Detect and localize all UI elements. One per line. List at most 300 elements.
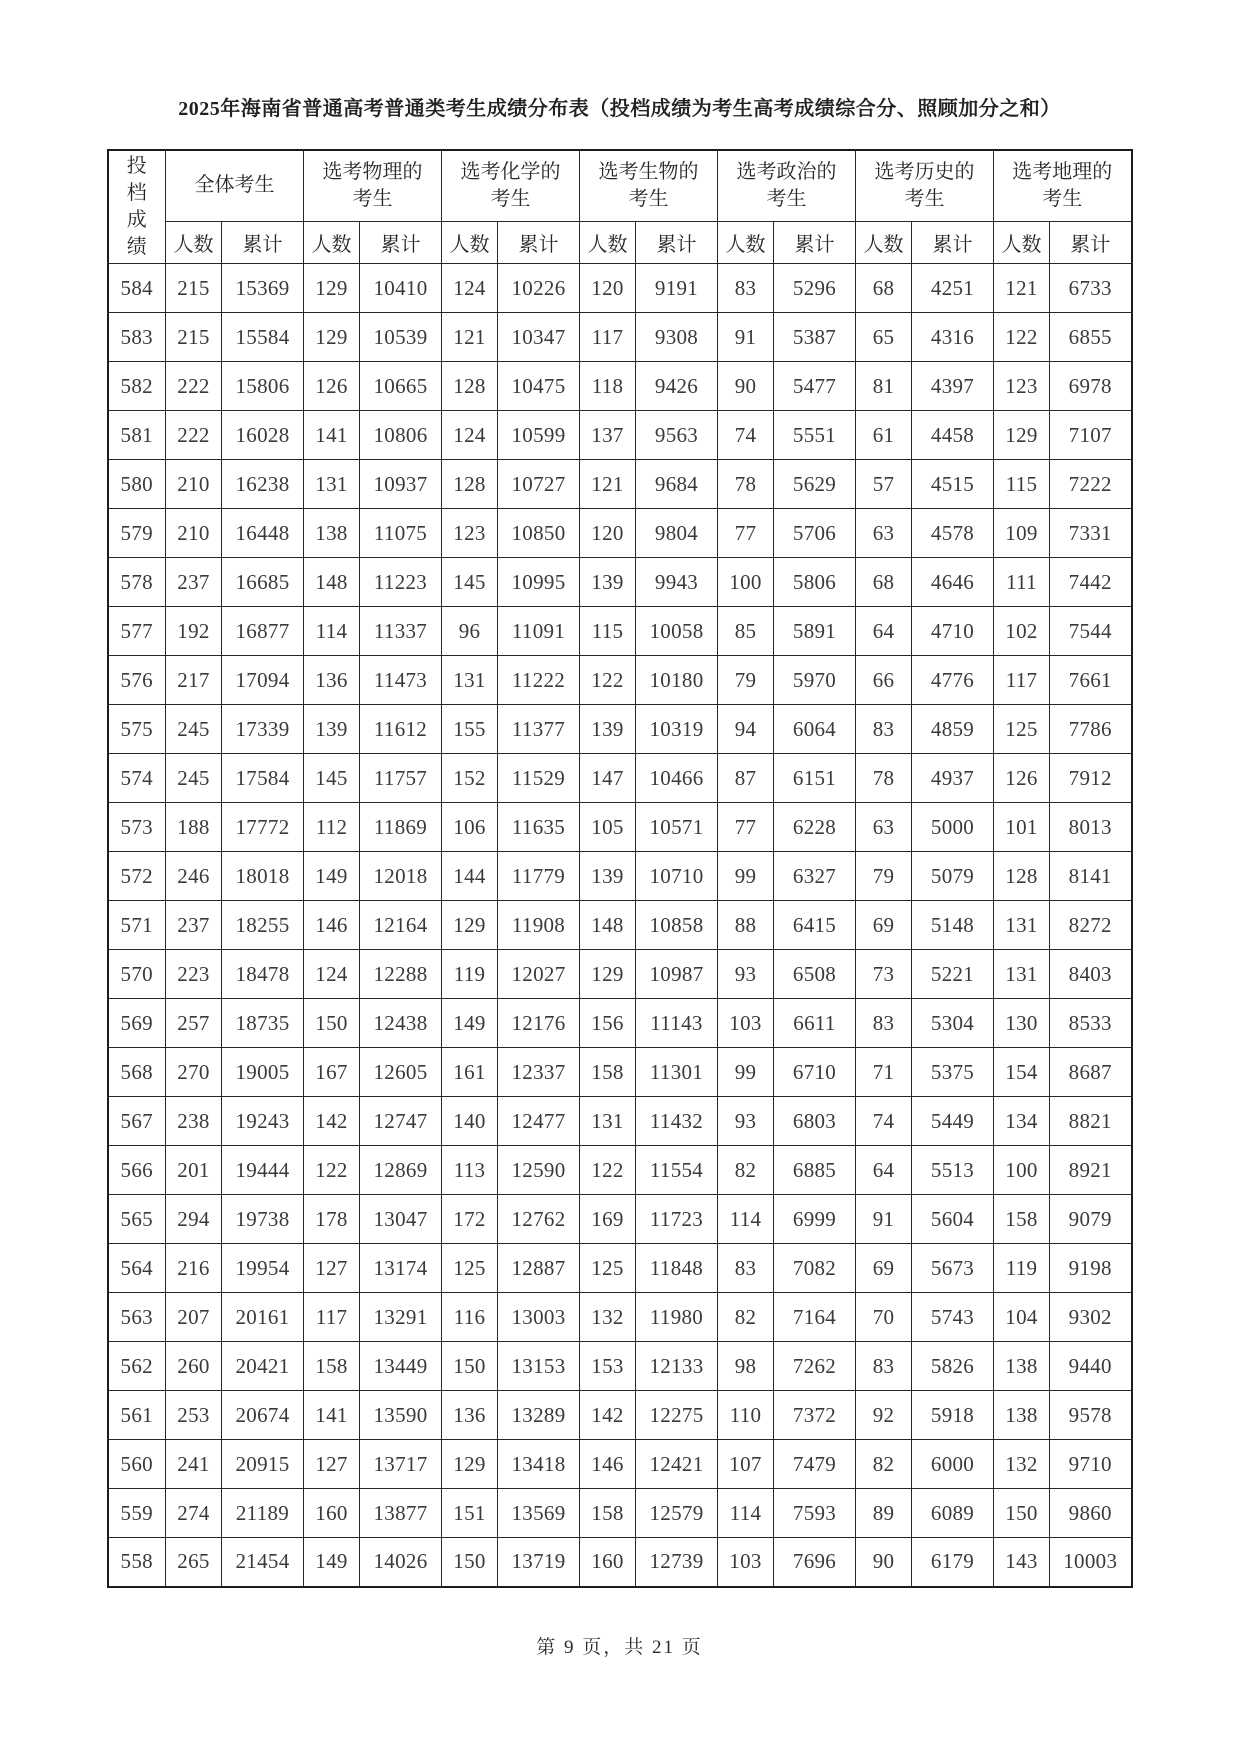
cumulative-cell: 19954 xyxy=(222,1244,304,1293)
cumulative-cell: 7372 xyxy=(774,1391,856,1440)
cumulative-cell: 15584 xyxy=(222,313,304,362)
cumulative-cell: 18478 xyxy=(222,950,304,999)
score-cell: 577 xyxy=(108,607,166,656)
count-cell: 139 xyxy=(580,705,636,754)
cumulative-cell: 9302 xyxy=(1050,1293,1132,1342)
count-cell: 94 xyxy=(718,705,774,754)
count-cell: 136 xyxy=(442,1391,498,1440)
count-cell: 246 xyxy=(166,852,222,901)
table-row xyxy=(108,1293,1132,1342)
cumulative-cell: 12133 xyxy=(636,1342,718,1391)
count-cell: 110 xyxy=(718,1391,774,1440)
count-cell: 119 xyxy=(994,1244,1050,1293)
count-cell: 114 xyxy=(718,1489,774,1538)
table-header xyxy=(108,150,1132,264)
cumulative-cell: 13590 xyxy=(360,1391,442,1440)
cumulative-cell: 20674 xyxy=(222,1391,304,1440)
table-row xyxy=(108,1538,1132,1587)
score-cell: 563 xyxy=(108,1293,166,1342)
count-cell: 74 xyxy=(718,411,774,460)
count-cell: 154 xyxy=(994,1048,1050,1097)
count-cell: 151 xyxy=(442,1489,498,1538)
table-row xyxy=(108,754,1132,803)
cumulative-cell: 12887 xyxy=(498,1244,580,1293)
cumulative-cell: 4578 xyxy=(912,509,994,558)
cumulative-cell: 9198 xyxy=(1050,1244,1132,1293)
cumulative-cell: 7696 xyxy=(774,1538,856,1587)
count-header-cell: 人数 xyxy=(856,221,912,263)
count-cell: 127 xyxy=(304,1440,360,1489)
count-cell: 117 xyxy=(580,313,636,362)
count-cell: 129 xyxy=(994,411,1050,460)
cumulative-cell: 10850 xyxy=(498,509,580,558)
cumulative-cell: 12590 xyxy=(498,1146,580,1195)
table-row xyxy=(108,509,1132,558)
table-row xyxy=(108,1146,1132,1195)
cumulative-cell: 12579 xyxy=(636,1489,718,1538)
count-cell: 78 xyxy=(856,754,912,803)
cumulative-cell: 19005 xyxy=(222,1048,304,1097)
count-cell: 207 xyxy=(166,1293,222,1342)
score-cell: 584 xyxy=(108,264,166,313)
score-cell: 570 xyxy=(108,950,166,999)
group-header-row xyxy=(108,150,1132,221)
cumulative-cell: 5826 xyxy=(912,1342,994,1391)
table-row xyxy=(108,901,1132,950)
table-row xyxy=(108,656,1132,705)
cumulative-cell: 11980 xyxy=(636,1293,718,1342)
count-cell: 137 xyxy=(580,411,636,460)
cumulative-header-cell: 累计 xyxy=(774,221,856,263)
count-cell: 152 xyxy=(442,754,498,803)
cumulative-cell: 10858 xyxy=(636,901,718,950)
cumulative-cell: 15806 xyxy=(222,362,304,411)
score-cell: 572 xyxy=(108,852,166,901)
count-cell: 102 xyxy=(994,607,1050,656)
count-cell: 188 xyxy=(166,803,222,852)
cumulative-cell: 18735 xyxy=(222,999,304,1048)
cumulative-cell: 11337 xyxy=(360,607,442,656)
count-cell: 129 xyxy=(442,1440,498,1489)
cumulative-cell: 7262 xyxy=(774,1342,856,1391)
count-cell: 82 xyxy=(718,1293,774,1342)
count-cell: 83 xyxy=(718,1244,774,1293)
count-cell: 146 xyxy=(580,1440,636,1489)
count-cell: 69 xyxy=(856,1244,912,1293)
count-cell: 101 xyxy=(994,803,1050,852)
cumulative-header-cell: 累计 xyxy=(360,221,442,263)
count-cell: 99 xyxy=(718,852,774,901)
cumulative-cell: 12288 xyxy=(360,950,442,999)
score-cell: 569 xyxy=(108,999,166,1048)
cumulative-cell: 5706 xyxy=(774,509,856,558)
group-header-politics: 选考政治的考生 xyxy=(718,150,856,221)
cumulative-cell: 13174 xyxy=(360,1244,442,1293)
cumulative-cell: 13449 xyxy=(360,1342,442,1391)
cumulative-cell: 10058 xyxy=(636,607,718,656)
score-cell: 579 xyxy=(108,509,166,558)
count-cell: 85 xyxy=(718,607,774,656)
cumulative-cell: 7544 xyxy=(1050,607,1132,656)
count-cell: 274 xyxy=(166,1489,222,1538)
cumulative-cell: 8272 xyxy=(1050,901,1132,950)
cumulative-cell: 11377 xyxy=(498,705,580,754)
count-cell: 136 xyxy=(304,656,360,705)
count-header-cell: 人数 xyxy=(994,221,1050,263)
table-row xyxy=(108,558,1132,607)
table-row xyxy=(108,1440,1132,1489)
cumulative-cell: 6885 xyxy=(774,1146,856,1195)
count-cell: 90 xyxy=(718,362,774,411)
count-cell: 100 xyxy=(994,1146,1050,1195)
cumulative-cell: 5970 xyxy=(774,656,856,705)
count-cell: 68 xyxy=(856,264,912,313)
count-cell: 158 xyxy=(994,1195,1050,1244)
cumulative-cell: 13003 xyxy=(498,1293,580,1342)
cumulative-cell: 6064 xyxy=(774,705,856,754)
count-cell: 138 xyxy=(994,1342,1050,1391)
count-cell: 128 xyxy=(442,460,498,509)
cumulative-cell: 17772 xyxy=(222,803,304,852)
cumulative-cell: 10599 xyxy=(498,411,580,460)
cumulative-cell: 21189 xyxy=(222,1489,304,1538)
count-cell: 253 xyxy=(166,1391,222,1440)
table-row xyxy=(108,362,1132,411)
count-cell: 123 xyxy=(442,509,498,558)
cumulative-cell: 6508 xyxy=(774,950,856,999)
cumulative-cell: 12477 xyxy=(498,1097,580,1146)
cumulative-cell: 7222 xyxy=(1050,460,1132,509)
count-cell: 125 xyxy=(442,1244,498,1293)
count-cell: 238 xyxy=(166,1097,222,1146)
cumulative-cell: 7164 xyxy=(774,1293,856,1342)
count-header-cell: 人数 xyxy=(442,221,498,263)
count-cell: 245 xyxy=(166,754,222,803)
cumulative-cell: 10410 xyxy=(360,264,442,313)
cumulative-cell: 5449 xyxy=(912,1097,994,1146)
cumulative-cell: 8821 xyxy=(1050,1097,1132,1146)
count-cell: 131 xyxy=(994,950,1050,999)
cumulative-cell: 4859 xyxy=(912,705,994,754)
count-cell: 160 xyxy=(304,1489,360,1538)
count-cell: 119 xyxy=(442,950,498,999)
count-cell: 91 xyxy=(718,313,774,362)
count-cell: 77 xyxy=(718,803,774,852)
cumulative-cell: 8141 xyxy=(1050,852,1132,901)
cumulative-cell: 6228 xyxy=(774,803,856,852)
count-cell: 93 xyxy=(718,950,774,999)
count-cell: 105 xyxy=(580,803,636,852)
cumulative-cell: 6327 xyxy=(774,852,856,901)
cumulative-cell: 10995 xyxy=(498,558,580,607)
cumulative-cell: 13877 xyxy=(360,1489,442,1538)
count-cell: 79 xyxy=(856,852,912,901)
table-row xyxy=(108,705,1132,754)
count-cell: 121 xyxy=(580,460,636,509)
count-cell: 125 xyxy=(994,705,1050,754)
cumulative-cell: 10727 xyxy=(498,460,580,509)
count-header-cell: 人数 xyxy=(166,221,222,263)
cumulative-cell: 9804 xyxy=(636,509,718,558)
score-cell: 575 xyxy=(108,705,166,754)
count-cell: 64 xyxy=(856,1146,912,1195)
page-title: 2025年海南省普通高考普通类考生成绩分布表（投档成绩为考生高考成绩综合分、照顾加分之和） xyxy=(178,98,1061,120)
cumulative-cell: 9440 xyxy=(1050,1342,1132,1391)
count-cell: 83 xyxy=(718,264,774,313)
count-cell: 223 xyxy=(166,950,222,999)
cumulative-cell: 11635 xyxy=(498,803,580,852)
cumulative-cell: 13418 xyxy=(498,1440,580,1489)
count-cell: 201 xyxy=(166,1146,222,1195)
count-cell: 130 xyxy=(994,999,1050,1048)
cumulative-cell: 12176 xyxy=(498,999,580,1048)
cumulative-cell: 6803 xyxy=(774,1097,856,1146)
cumulative-cell: 6855 xyxy=(1050,313,1132,362)
table-row xyxy=(108,803,1132,852)
count-cell: 150 xyxy=(994,1489,1050,1538)
count-cell: 122 xyxy=(304,1146,360,1195)
count-cell: 144 xyxy=(442,852,498,901)
cumulative-cell: 7107 xyxy=(1050,411,1132,460)
group-header-all-candidates: 全体考生 xyxy=(166,150,304,221)
count-cell: 222 xyxy=(166,411,222,460)
count-cell: 192 xyxy=(166,607,222,656)
count-cell: 215 xyxy=(166,264,222,313)
count-cell: 139 xyxy=(580,558,636,607)
count-cell: 160 xyxy=(580,1538,636,1587)
cumulative-cell: 5629 xyxy=(774,460,856,509)
group-header-history: 选考历史的考生 xyxy=(856,150,994,221)
count-cell: 78 xyxy=(718,460,774,509)
cumulative-cell: 12164 xyxy=(360,901,442,950)
cumulative-cell: 7786 xyxy=(1050,705,1132,754)
page-footer: 第 9 页，共 21 页 xyxy=(536,1636,703,1658)
count-cell: 161 xyxy=(442,1048,498,1097)
count-cell: 126 xyxy=(994,754,1050,803)
cumulative-cell: 10710 xyxy=(636,852,718,901)
cumulative-cell: 19243 xyxy=(222,1097,304,1146)
cumulative-cell: 6000 xyxy=(912,1440,994,1489)
count-cell: 129 xyxy=(304,313,360,362)
score-distribution-table xyxy=(107,149,1133,1588)
count-cell: 121 xyxy=(994,264,1050,313)
cumulative-cell: 4458 xyxy=(912,411,994,460)
count-cell: 98 xyxy=(718,1342,774,1391)
table-row xyxy=(108,1048,1132,1097)
cumulative-cell: 16238 xyxy=(222,460,304,509)
count-cell: 116 xyxy=(442,1293,498,1342)
count-cell: 57 xyxy=(856,460,912,509)
count-cell: 88 xyxy=(718,901,774,950)
group-header-biology: 选考生物的考生 xyxy=(580,150,718,221)
cumulative-header-cell: 累计 xyxy=(636,221,718,263)
cumulative-cell: 20915 xyxy=(222,1440,304,1489)
cumulative-cell: 10987 xyxy=(636,950,718,999)
cumulative-cell: 9943 xyxy=(636,558,718,607)
cumulative-cell: 11143 xyxy=(636,999,718,1048)
count-cell: 68 xyxy=(856,558,912,607)
cumulative-cell: 9079 xyxy=(1050,1195,1132,1244)
cumulative-cell: 13717 xyxy=(360,1440,442,1489)
count-cell: 127 xyxy=(304,1244,360,1293)
table-row xyxy=(108,607,1132,656)
count-cell: 257 xyxy=(166,999,222,1048)
cumulative-header-cell: 累计 xyxy=(912,221,994,263)
count-cell: 138 xyxy=(304,509,360,558)
cumulative-cell: 6733 xyxy=(1050,264,1132,313)
count-cell: 70 xyxy=(856,1293,912,1342)
count-cell: 126 xyxy=(304,362,360,411)
count-cell: 210 xyxy=(166,509,222,558)
count-cell: 90 xyxy=(856,1538,912,1587)
count-cell: 132 xyxy=(994,1440,1050,1489)
count-cell: 122 xyxy=(580,656,636,705)
cumulative-cell: 12869 xyxy=(360,1146,442,1195)
score-cell: 582 xyxy=(108,362,166,411)
cumulative-cell: 15369 xyxy=(222,264,304,313)
cumulative-cell: 5604 xyxy=(912,1195,994,1244)
count-cell: 82 xyxy=(856,1440,912,1489)
count-cell: 100 xyxy=(718,558,774,607)
cumulative-cell: 6978 xyxy=(1050,362,1132,411)
table-row xyxy=(108,1195,1132,1244)
group-header-physics: 选考物理的考生 xyxy=(304,150,442,221)
cumulative-cell: 11848 xyxy=(636,1244,718,1293)
cumulative-cell: 5477 xyxy=(774,362,856,411)
count-cell: 150 xyxy=(304,999,360,1048)
cumulative-cell: 5891 xyxy=(774,607,856,656)
count-cell: 93 xyxy=(718,1097,774,1146)
table-row xyxy=(108,1244,1132,1293)
cumulative-cell: 7661 xyxy=(1050,656,1132,705)
table-row xyxy=(108,999,1132,1048)
cumulative-cell: 5806 xyxy=(774,558,856,607)
cumulative-cell: 8687 xyxy=(1050,1048,1132,1097)
cumulative-cell: 17584 xyxy=(222,754,304,803)
count-cell: 83 xyxy=(856,999,912,1048)
score-cell: 578 xyxy=(108,558,166,607)
cumulative-cell: 9578 xyxy=(1050,1391,1132,1440)
cumulative-cell: 10665 xyxy=(360,362,442,411)
cumulative-cell: 17094 xyxy=(222,656,304,705)
count-cell: 81 xyxy=(856,362,912,411)
score-cell: 561 xyxy=(108,1391,166,1440)
cumulative-cell: 11757 xyxy=(360,754,442,803)
cumulative-cell: 6089 xyxy=(912,1489,994,1538)
cumulative-cell: 10539 xyxy=(360,313,442,362)
score-cell: 559 xyxy=(108,1489,166,1538)
cumulative-cell: 13291 xyxy=(360,1293,442,1342)
count-cell: 265 xyxy=(166,1538,222,1587)
cumulative-cell: 10806 xyxy=(360,411,442,460)
table-row xyxy=(108,1342,1132,1391)
cumulative-cell: 6415 xyxy=(774,901,856,950)
count-cell: 215 xyxy=(166,313,222,362)
count-cell: 150 xyxy=(442,1342,498,1391)
cumulative-cell: 5513 xyxy=(912,1146,994,1195)
count-cell: 74 xyxy=(856,1097,912,1146)
count-cell: 87 xyxy=(718,754,774,803)
cumulative-cell: 11473 xyxy=(360,656,442,705)
count-cell: 92 xyxy=(856,1391,912,1440)
count-header-cell: 人数 xyxy=(580,221,636,263)
cumulative-cell: 4251 xyxy=(912,264,994,313)
cumulative-cell: 7912 xyxy=(1050,754,1132,803)
count-cell: 91 xyxy=(856,1195,912,1244)
cumulative-cell: 16685 xyxy=(222,558,304,607)
count-cell: 245 xyxy=(166,705,222,754)
count-cell: 125 xyxy=(580,1244,636,1293)
count-cell: 96 xyxy=(442,607,498,656)
cumulative-cell: 4397 xyxy=(912,362,994,411)
cumulative-cell: 9563 xyxy=(636,411,718,460)
count-cell: 141 xyxy=(304,1391,360,1440)
count-cell: 115 xyxy=(994,460,1050,509)
count-cell: 131 xyxy=(994,901,1050,950)
score-cell: 558 xyxy=(108,1538,166,1587)
cumulative-cell: 5387 xyxy=(774,313,856,362)
count-cell: 83 xyxy=(856,1342,912,1391)
count-cell: 129 xyxy=(442,901,498,950)
count-cell: 117 xyxy=(994,656,1050,705)
cumulative-cell: 11779 xyxy=(498,852,580,901)
count-cell: 117 xyxy=(304,1293,360,1342)
count-cell: 128 xyxy=(994,852,1050,901)
count-cell: 217 xyxy=(166,656,222,705)
score-cell: 562 xyxy=(108,1342,166,1391)
score-cell: 566 xyxy=(108,1146,166,1195)
count-cell: 124 xyxy=(442,411,498,460)
count-cell: 122 xyxy=(994,313,1050,362)
count-cell: 113 xyxy=(442,1146,498,1195)
count-cell: 112 xyxy=(304,803,360,852)
cumulative-cell: 20161 xyxy=(222,1293,304,1342)
count-cell: 148 xyxy=(304,558,360,607)
cumulative-header-cell: 累计 xyxy=(498,221,580,263)
count-cell: 158 xyxy=(304,1342,360,1391)
cumulative-cell: 12275 xyxy=(636,1391,718,1440)
cumulative-cell: 11723 xyxy=(636,1195,718,1244)
count-cell: 134 xyxy=(994,1097,1050,1146)
cumulative-cell: 8921 xyxy=(1050,1146,1132,1195)
cumulative-cell: 5551 xyxy=(774,411,856,460)
count-cell: 89 xyxy=(856,1489,912,1538)
count-cell: 69 xyxy=(856,901,912,950)
cumulative-cell: 8403 xyxy=(1050,950,1132,999)
cumulative-cell: 12337 xyxy=(498,1048,580,1097)
count-cell: 140 xyxy=(442,1097,498,1146)
cumulative-cell: 4776 xyxy=(912,656,994,705)
count-cell: 115 xyxy=(580,607,636,656)
cumulative-cell: 7082 xyxy=(774,1244,856,1293)
count-cell: 114 xyxy=(718,1195,774,1244)
score-cell: 573 xyxy=(108,803,166,852)
cumulative-cell: 11869 xyxy=(360,803,442,852)
count-cell: 103 xyxy=(718,999,774,1048)
cumulative-cell: 5375 xyxy=(912,1048,994,1097)
cumulative-cell: 8533 xyxy=(1050,999,1132,1048)
cumulative-cell: 7593 xyxy=(774,1489,856,1538)
count-cell: 172 xyxy=(442,1195,498,1244)
table-row xyxy=(108,1391,1132,1440)
count-cell: 103 xyxy=(718,1538,774,1587)
cumulative-header-cell: 累计 xyxy=(222,221,304,263)
cumulative-cell: 10466 xyxy=(636,754,718,803)
count-cell: 149 xyxy=(304,1538,360,1587)
cumulative-cell: 18255 xyxy=(222,901,304,950)
count-cell: 153 xyxy=(580,1342,636,1391)
cumulative-cell: 12605 xyxy=(360,1048,442,1097)
